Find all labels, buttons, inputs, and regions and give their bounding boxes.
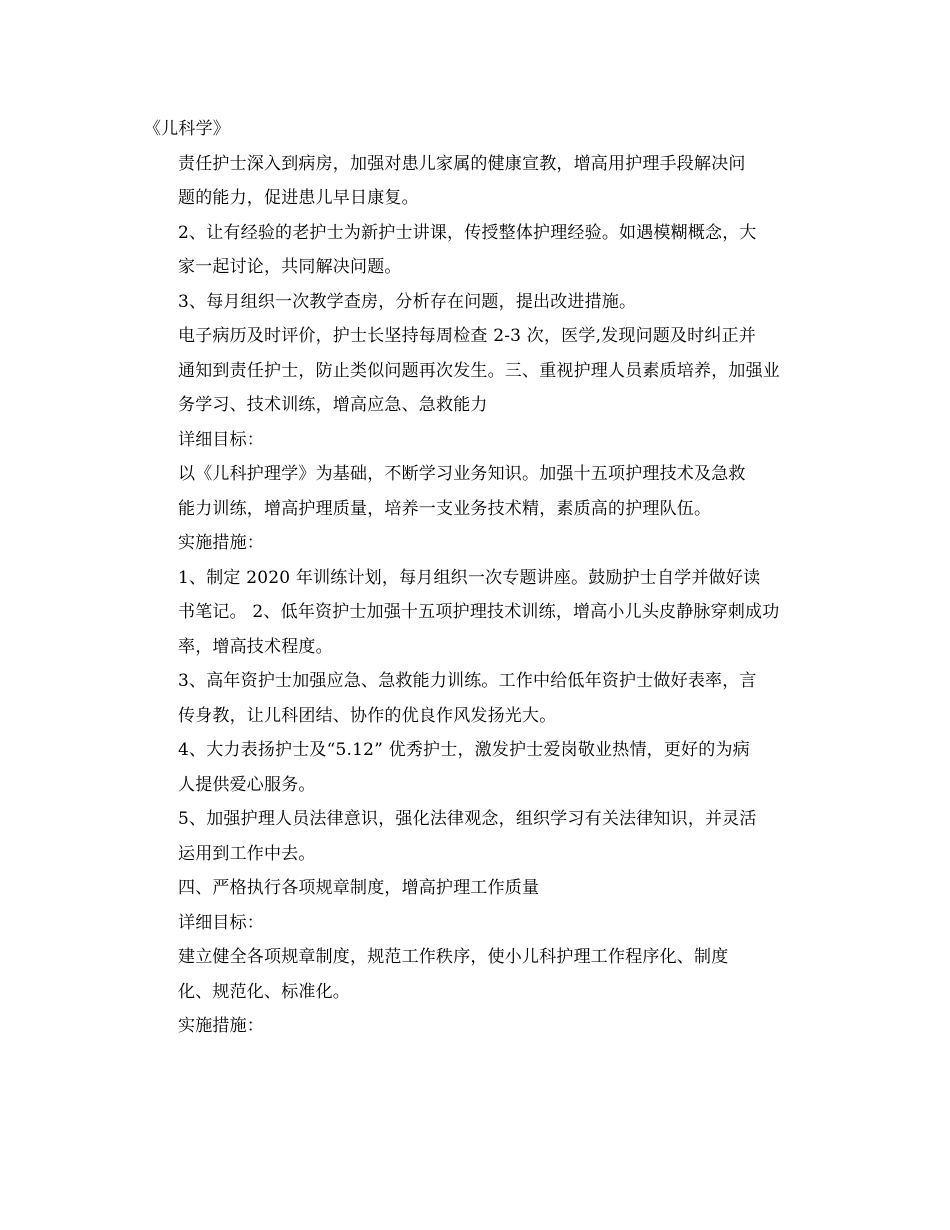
paragraph [144, 940, 810, 1009]
paragraph [144, 802, 810, 871]
text-line: 率，增高技术程度。 [178, 636, 333, 657]
text-line: 能力训练，增高护理质量，培养一支业务技术精，素质高的护理队伍。 [178, 498, 712, 519]
text-line: 家一起讨论，共同解决问题。 [178, 257, 402, 277]
text-line: 4、大力表扬护士及“5.12” 优秀护士，激发护士爱岗敬业热情，更好的为病 [178, 740, 750, 760]
text-line: 3、每月组织一次教学查房，分析存在问题，提出改进措施。 [178, 291, 637, 312]
paragraph [144, 561, 810, 665]
paragraph [144, 216, 810, 285]
paragraph [144, 319, 810, 423]
paragraph [144, 733, 810, 802]
text-line: 务学习、技术训练，增高应急、急救能力 [178, 395, 488, 415]
paragraph [144, 871, 810, 906]
text-line: 运用到工作中去。 [178, 843, 316, 864]
text-line: 《儿科学》 [144, 119, 230, 139]
text-line: 人提供爱心服务。 [178, 774, 316, 795]
paragraph [144, 906, 810, 941]
paragraph [144, 285, 810, 320]
document-body [144, 112, 810, 1044]
paragraph [144, 1009, 810, 1044]
paragraph [144, 423, 810, 458]
text-line: 1、制定 2020 年训练计划，每月组织一次专题讲座。鼓励护士自学并做好读 [178, 567, 761, 588]
text-line: 5、加强护理人员法律意识，强化法律观念，组织学习有关法律知识，并灵活 [178, 809, 757, 829]
text-line: 电子病历及时评价，护士长坚持每周检查 2-3 次，医学,发现问题及时纠正并 [178, 326, 756, 346]
text-line: 3、高年资护士加强应急、急救能力训练。工作中给低年资护士做好表率，言 [178, 671, 757, 691]
text-line: 以《儿科护理学》为基础，不断学习业务知识。加强十五项护理技术及急救 [178, 464, 746, 484]
text-line: 建立健全各项规章制度，规范工作秩序，使小儿科护理工作程序化、制度 [178, 947, 729, 967]
paragraph [144, 457, 810, 526]
text-line: 书笔记。 2、低年资护士加强十五项护理技术训练，增高小儿头皮静脉穿刺成功 [178, 602, 780, 622]
text-line: 传身教，让儿科团结、协作的优良作风发扬光大。 [178, 705, 557, 726]
paragraph [144, 112, 810, 147]
text-line: 化、规范化、标准化。 [178, 981, 350, 1002]
text-line: 责任护士深入到病房，加强对患儿家属的健康宣教，增高用护理手段解决问 [178, 153, 746, 174]
text-line: 实施措施： [178, 1016, 264, 1036]
paragraph [144, 526, 810, 561]
text-line: 通知到责任护士，防止类似问题再次发生。三、重视护理人员素质培养，加强业 [178, 360, 780, 381]
text-line: 详细目标： [178, 912, 264, 933]
text-line: 详细目标： [178, 429, 264, 450]
text-line: 题的能力，促进患儿早日康复。 [178, 188, 419, 208]
text-line: 2、让有经验的老护士为新护士讲课，传授整体护理经验。如遇模糊概念，大 [178, 222, 757, 243]
paragraph [144, 147, 810, 216]
text-line: 实施措施： [178, 533, 264, 553]
text-line: 四、严格执行各项规章制度，增高护理工作质量 [178, 878, 540, 898]
paragraph [144, 664, 810, 733]
